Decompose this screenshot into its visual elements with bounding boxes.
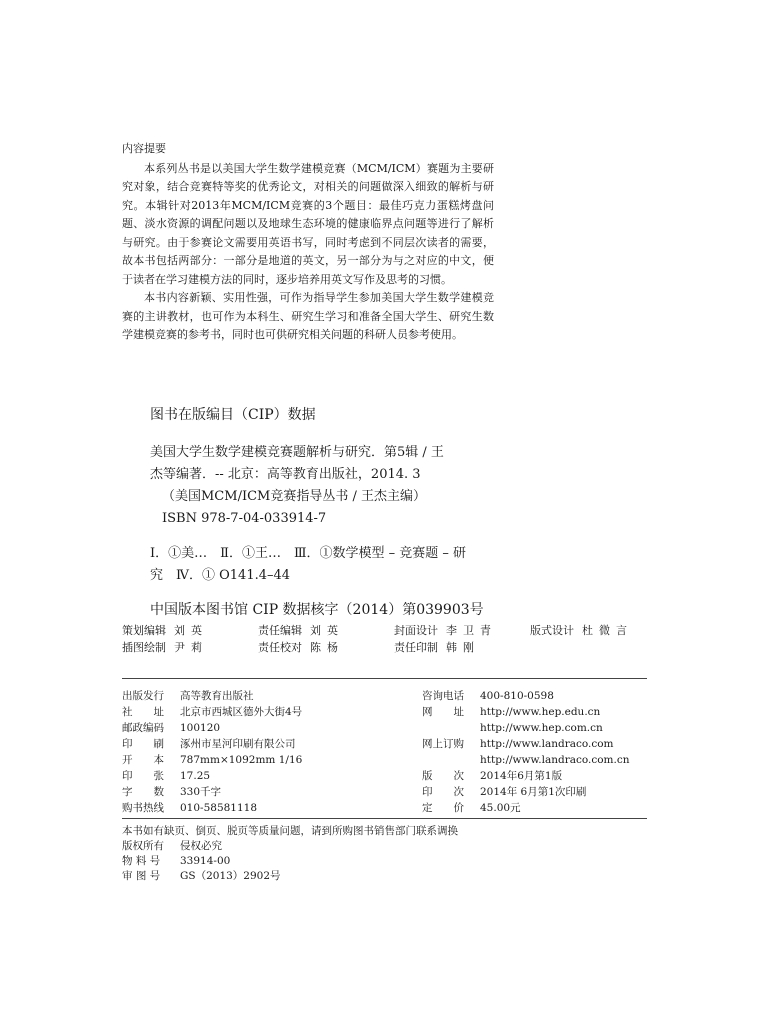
staff-name: 李卫青 [446, 624, 497, 637]
abstract [122, 140, 494, 345]
footer-row [122, 854, 458, 869]
website-link[interactable]: http://www.landraco.com [480, 738, 614, 750]
cip-subject-1: Ⅰ．①美… Ⅱ．①王… Ⅲ．①数学模型 – 竞赛题 – 研 [150, 546, 467, 561]
info-value: 010-58581118 [180, 802, 258, 814]
info-value: 17.25 [180, 770, 211, 782]
info-row [422, 736, 662, 752]
footer-row [122, 839, 458, 854]
website-link[interactable]: http://www.hep.com.cn [480, 722, 603, 734]
info-row [122, 784, 402, 800]
staff-row [122, 639, 666, 656]
cip-block [150, 404, 502, 621]
staff-name: 刘英 [174, 624, 208, 637]
info-value: 330千字 [180, 786, 222, 798]
info-row [122, 704, 402, 720]
info-value: 100120 [180, 722, 221, 734]
info-row [422, 688, 662, 704]
info-label: 购书热线 [122, 802, 164, 814]
staff-name: 韩刚 [446, 641, 480, 654]
footer [122, 824, 458, 884]
quality-notice: 本书如有缺页、倒页、脱页等质量问题，请到所购图书销售部门联系调换 [122, 825, 458, 837]
cip-line-3: （美国MCM/ICM竞赛指导丛书 / 王杰主编） [162, 489, 426, 504]
info-row [422, 768, 662, 784]
info-value: 北京市西城区德外大街4号 [180, 706, 303, 718]
info-row [122, 752, 402, 768]
info-row [122, 720, 402, 736]
info-label: 开 本 [122, 754, 164, 766]
info-row [422, 800, 662, 816]
publication-info-left [122, 688, 402, 816]
footer-value: GS（2013）2902号 [180, 870, 281, 882]
info-label: 咨询电话 [422, 690, 464, 702]
website-link[interactable]: http://www.hep.edu.cn [480, 706, 601, 718]
info-label: 定 价 [422, 802, 464, 814]
info-value: 787mm×1092mm 1/16 [180, 754, 303, 766]
abstract-heading: 内容提要 [122, 142, 166, 155]
staff-role: 责任编辑 [258, 624, 302, 637]
info-row [122, 800, 402, 816]
info-row [122, 768, 402, 784]
info-row [122, 688, 402, 704]
abstract-paragraph-2: 本书内容新颖、实用性强，可作为指导学生参加美国大学生数学建模竞赛的主讲教材，也可作为本科生、研究生学习和准备全国大学生、研究生数学建模竞赛的参考书，同时也可供研究相关问题的科研人员参考使用。 [122, 291, 494, 341]
info-label: 网 址 [422, 706, 464, 718]
cip-line-1: 美国大学生数学建模竞赛题解析与研究．第5辑 / 王 [150, 445, 444, 460]
staff-row [122, 622, 666, 639]
staff-name: 尹莉 [174, 641, 208, 654]
info-row [422, 784, 662, 800]
staff-name: 杜微言 [582, 624, 633, 637]
info-label: 邮政编码 [122, 722, 164, 734]
staff-role: 插图绘制 [122, 641, 166, 654]
footer-value: 33914-00 [180, 855, 231, 867]
cip-number: 中国版本图书馆 CIP 数据核字（2014）第039903号 [150, 602, 484, 618]
info-row [122, 736, 402, 752]
divider-bottom [122, 818, 647, 819]
staff-entry [394, 639, 530, 656]
info-label: 印 张 [122, 770, 164, 782]
info-label: 版 次 [422, 770, 464, 782]
footer-value: 侵权必究 [180, 840, 222, 852]
cip-isbn: ISBN 978-7-04-033914-7 [162, 511, 327, 526]
website-link[interactable]: http://www.landraco.com.cn [480, 754, 630, 766]
info-value: 2014年 6月第1次印刷 [480, 786, 587, 798]
info-label: 印 次 [422, 786, 464, 798]
cip-line-2: 杰等编著．-- 北京：高等教育出版社，2014. 3 [150, 467, 421, 482]
staff-entry [122, 639, 258, 656]
info-value: 400-810-0598 [480, 690, 554, 702]
info-label: 字 数 [122, 786, 164, 798]
footer-row [122, 869, 458, 884]
info-label: 网上订购 [422, 738, 464, 750]
footer-label: 版权所有 [122, 840, 164, 852]
info-label [422, 752, 480, 768]
info-row [422, 704, 662, 720]
info-row [422, 752, 662, 768]
staff-name: 刘英 [310, 624, 344, 637]
staff-entry [394, 622, 530, 639]
staff-credits [122, 622, 666, 656]
info-label: 出版发行 [122, 690, 164, 702]
staff-name: 陈杨 [310, 641, 344, 654]
cip-subject-2: 究 Ⅳ．① O141.4–44 [150, 568, 291, 583]
info-value: 涿州市星河印刷有限公司 [180, 738, 296, 750]
staff-role: 责任印制 [394, 641, 438, 654]
staff-entry [122, 622, 258, 639]
info-value: 45.00元 [480, 802, 521, 814]
info-label [422, 720, 480, 736]
publication-info-right [422, 688, 662, 816]
staff-entry [530, 622, 666, 639]
info-value: 高等教育出版社 [180, 690, 254, 702]
staff-entry [258, 639, 394, 656]
info-label: 社 址 [122, 706, 164, 718]
footer-label: 审 图 号 [122, 870, 161, 882]
abstract-paragraph-1: 本系列丛书是以美国大学生数学建模竞赛（MCM/ICM）赛题为主要研究对象，结合竞赛特等奖的优秀论文，对相关的问题做深入细致的解析与研究。本辑针对2013年MCM/ICM竞赛的3个题目：最佳巧克力蛋糕烤盘问题、淡水资源的调配问题以及地球生态环境的健康临界点问题等进行了解析与研究。由于参赛论文需要用英语书写，同时考虑到不同层次读者的需要，故本书包括两部分：一部分是地道的英文，另一部分为与之对应的中文，便于读者在学习建模方法的同时，逐步培养用英文写作及思考的习惯。 [122, 161, 494, 286]
info-label: 印 刷 [122, 738, 164, 750]
cip-title: 图书在版编目（CIP）数据 [150, 407, 316, 423]
staff-entry [258, 622, 394, 639]
footer-label: 物 料 号 [122, 855, 161, 867]
staff-role: 策划编辑 [122, 624, 166, 637]
divider-top [122, 678, 647, 679]
staff-role: 责任校对 [258, 641, 302, 654]
staff-role: 封面设计 [394, 624, 438, 637]
staff-role: 版式设计 [530, 624, 574, 637]
info-value: 2014年6月第1版 [480, 770, 563, 782]
info-row [422, 720, 662, 736]
